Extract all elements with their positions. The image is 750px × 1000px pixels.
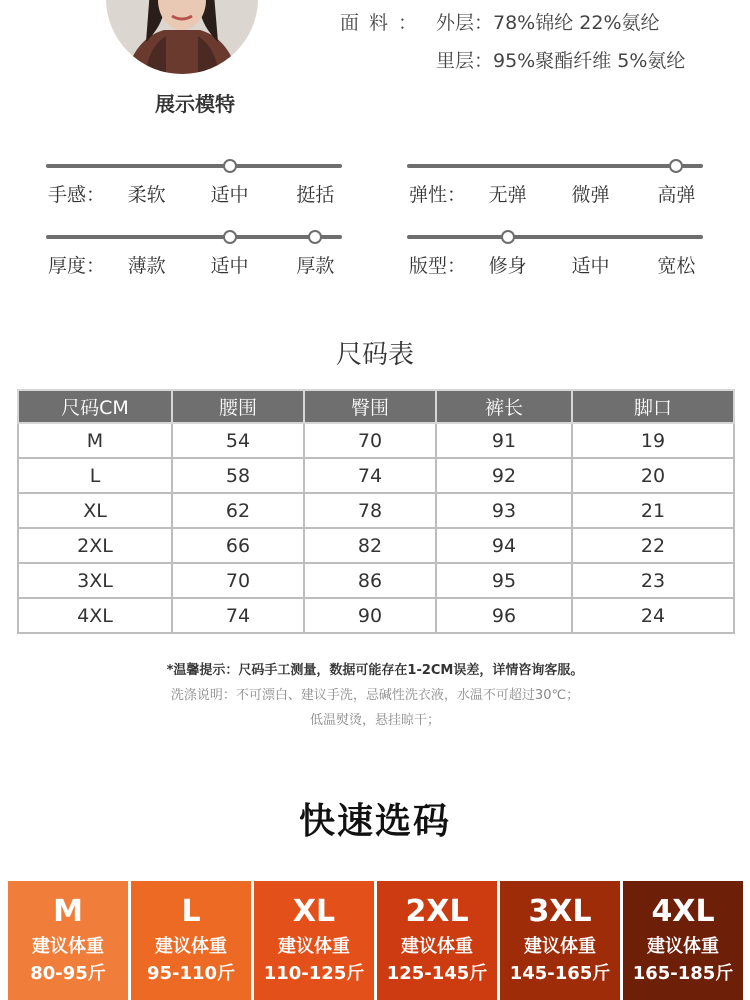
slider-track bbox=[407, 164, 703, 168]
chip-size: XL bbox=[292, 894, 336, 929]
size-chip-2xl[interactable] bbox=[377, 881, 497, 1000]
property-fit bbox=[407, 227, 703, 287]
size-chip-4xl[interactable] bbox=[623, 881, 743, 1000]
table-cell: 82 bbox=[304, 528, 436, 563]
chip-size: M bbox=[53, 894, 83, 929]
property-name: 厚度： bbox=[48, 255, 106, 277]
fabric-info bbox=[340, 4, 685, 80]
wash-instructions: 洗涤说明：不可漂白、建议手洗，忌碱性洗衣液，水温不可超过30℃； bbox=[170, 688, 580, 703]
table-cell: 2XL bbox=[18, 528, 172, 563]
fabric-inner: 里层：95%聚酯纤维 5%氨纶 bbox=[436, 50, 686, 72]
property-thickness bbox=[46, 227, 342, 287]
property-name: 弹性： bbox=[409, 184, 467, 206]
property-option: 厚款 bbox=[296, 255, 335, 277]
table-row bbox=[18, 528, 734, 563]
table-cell: 86 bbox=[304, 563, 436, 598]
size-chip-xl[interactable] bbox=[254, 881, 374, 1000]
slider-knob bbox=[223, 159, 237, 173]
property-option: 适中 bbox=[571, 255, 610, 277]
model-photo bbox=[106, 0, 258, 74]
size-table-title: 尺码表 bbox=[335, 340, 414, 370]
chip-weight: 110-125斤 bbox=[263, 963, 365, 984]
property-name: 版型： bbox=[409, 255, 467, 277]
iron-instructions: 低温熨烫，悬挂晾干； bbox=[309, 713, 440, 728]
slider-track bbox=[407, 235, 703, 239]
slider-knob bbox=[501, 230, 515, 244]
slider-track bbox=[46, 235, 342, 239]
table-cell: 62 bbox=[172, 493, 304, 528]
chip-weight: 95-110斤 bbox=[146, 963, 236, 984]
table-cell: 74 bbox=[304, 458, 436, 493]
table-cell: 74 bbox=[172, 598, 304, 633]
slider-knob bbox=[308, 230, 322, 244]
quick-size-options bbox=[8, 881, 743, 1000]
fabric-inner-row bbox=[340, 42, 685, 80]
chip-size: 3XL bbox=[528, 894, 592, 929]
chip-size: 4XL bbox=[651, 894, 715, 929]
slider-track bbox=[46, 164, 342, 168]
property-option: 宽松 bbox=[657, 255, 696, 277]
header-length: 裤长 bbox=[436, 390, 572, 423]
chip-label: 建议体重 bbox=[278, 936, 350, 957]
chip-label: 建议体重 bbox=[647, 936, 719, 957]
chip-label: 建议体重 bbox=[155, 936, 227, 957]
fabric-outer-row bbox=[340, 4, 685, 42]
property-option: 微弹 bbox=[571, 184, 610, 206]
property-option: 高弹 bbox=[657, 184, 696, 206]
size-table bbox=[17, 389, 735, 634]
table-cell: 22 bbox=[572, 528, 734, 563]
property-option: 适中 bbox=[210, 184, 249, 206]
header-waist: 腰围 bbox=[172, 390, 304, 423]
table-cell: 21 bbox=[572, 493, 734, 528]
property-option: 适中 bbox=[210, 255, 249, 277]
table-cell: M bbox=[18, 423, 172, 458]
table-cell: 78 bbox=[304, 493, 436, 528]
table-cell: 96 bbox=[436, 598, 572, 633]
fabric-label: 面料： bbox=[340, 12, 428, 34]
size-chip-l[interactable] bbox=[131, 881, 251, 1000]
table-cell: 58 bbox=[172, 458, 304, 493]
fabric-outer: 外层：78%锦纶 22%氨纶 bbox=[436, 12, 660, 34]
chip-weight: 125-145斤 bbox=[386, 963, 488, 984]
table-row bbox=[18, 598, 734, 633]
table-cell: 94 bbox=[436, 528, 572, 563]
table-cell: 54 bbox=[172, 423, 304, 458]
table-cell: 20 bbox=[572, 458, 734, 493]
property-elasticity bbox=[407, 156, 703, 216]
chip-size: 2XL bbox=[405, 894, 469, 929]
table-cell: 93 bbox=[436, 493, 572, 528]
chip-weight: 80-95斤 bbox=[30, 963, 106, 984]
chip-size: L bbox=[181, 894, 201, 929]
quick-size-title: 快速选码 bbox=[298, 801, 451, 842]
header-hip: 臀围 bbox=[304, 390, 436, 423]
table-row bbox=[18, 458, 734, 493]
property-option: 柔软 bbox=[127, 184, 166, 206]
chip-label: 建议体重 bbox=[401, 936, 473, 957]
table-cell: 66 bbox=[172, 528, 304, 563]
table-row bbox=[18, 563, 734, 598]
chip-label: 建议体重 bbox=[524, 936, 596, 957]
table-cell: 90 bbox=[304, 598, 436, 633]
table-cell: 19 bbox=[572, 423, 734, 458]
table-cell: 95 bbox=[436, 563, 572, 598]
measurement-tip: *温馨提示：尺码手工测量，数据可能存在1-2CM误差，详情咨询客服。 bbox=[166, 663, 584, 678]
size-chip-m[interactable] bbox=[8, 881, 128, 1000]
table-cell: 4XL bbox=[18, 598, 172, 633]
size-chip-3xl[interactable] bbox=[500, 881, 620, 1000]
chip-weight: 165-185斤 bbox=[632, 963, 734, 984]
size-table-header-row bbox=[18, 390, 734, 423]
header-size: 尺码CM bbox=[18, 390, 172, 423]
property-feel bbox=[46, 156, 342, 216]
model-illustration bbox=[106, 0, 258, 74]
property-name: 手感： bbox=[48, 184, 106, 206]
care-notes bbox=[0, 658, 750, 733]
property-option: 无弹 bbox=[488, 184, 527, 206]
slider-knob bbox=[669, 159, 683, 173]
table-cell: 91 bbox=[436, 423, 572, 458]
property-option: 薄款 bbox=[127, 255, 166, 277]
chip-label: 建议体重 bbox=[32, 936, 104, 957]
table-cell: 92 bbox=[436, 458, 572, 493]
property-option: 修身 bbox=[488, 255, 527, 277]
chip-weight: 145-165斤 bbox=[509, 963, 611, 984]
model-caption: 展示模特 bbox=[155, 92, 235, 116]
table-row bbox=[18, 493, 734, 528]
table-cell: 3XL bbox=[18, 563, 172, 598]
table-cell: 70 bbox=[172, 563, 304, 598]
table-cell: 24 bbox=[572, 598, 734, 633]
table-cell: 70 bbox=[304, 423, 436, 458]
header-hem: 脚口 bbox=[572, 390, 734, 423]
table-cell: L bbox=[18, 458, 172, 493]
table-cell: 23 bbox=[572, 563, 734, 598]
table-row bbox=[18, 423, 734, 458]
property-option: 挺括 bbox=[296, 184, 335, 206]
slider-knob bbox=[223, 230, 237, 244]
table-cell: XL bbox=[18, 493, 172, 528]
